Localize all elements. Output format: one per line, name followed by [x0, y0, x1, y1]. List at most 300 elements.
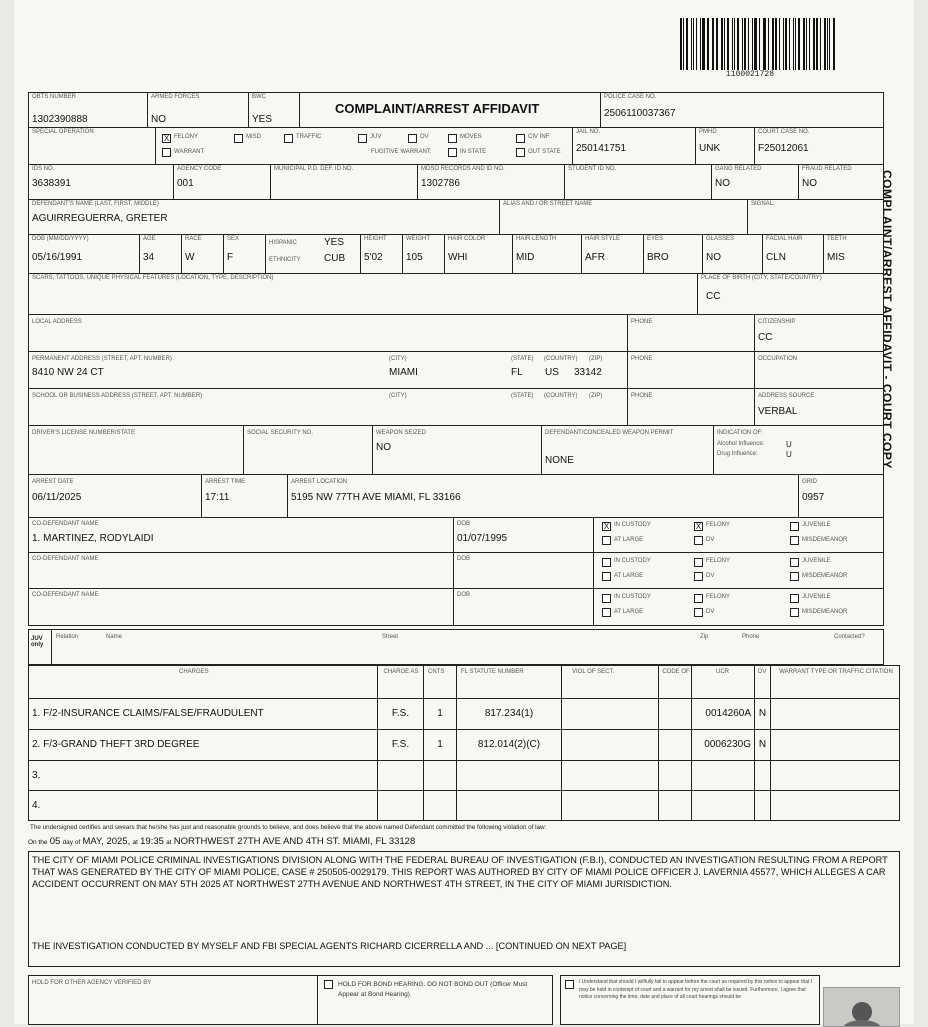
- bwc-value: YES: [252, 114, 273, 125]
- armed-forces-label: ARMED FORCES: [151, 94, 200, 100]
- offense-type-cell: [155, 127, 573, 165]
- race-cell: [181, 234, 224, 274]
- codefendant-status-cell: [593, 517, 884, 553]
- in-custody-checkbox[interactable]: [602, 558, 611, 567]
- felony-checkbox[interactable]: X: [163, 134, 170, 143]
- contacted-label: Contacted?: [834, 634, 865, 640]
- juvenile-option: JUVENILE: [802, 522, 831, 528]
- dob-cell: [28, 234, 140, 274]
- moves-option: MOVES: [460, 134, 482, 140]
- local-phone-label: PHONE: [631, 319, 653, 325]
- race-value: W: [185, 252, 195, 263]
- height-value: 5'02: [364, 252, 383, 263]
- police-case-value: 2506110037367: [604, 108, 676, 119]
- hair-length-label: HAIR LENGTH: [516, 236, 557, 242]
- glasses-cell: [702, 234, 763, 274]
- jail-value: 250141751: [576, 143, 627, 154]
- misdemeanor-checkbox[interactable]: [790, 608, 799, 617]
- weapon-label: WEAPON SEIZED: [376, 430, 427, 436]
- defendant-name-value: AGUIRREGUERRA, GRETER: [32, 213, 168, 224]
- charge-description: 4.: [32, 800, 41, 811]
- codef-felony-option: FELONY: [706, 594, 731, 600]
- citizenship-cell: [754, 314, 884, 352]
- arrest-date-label: ARREST DATE: [32, 479, 74, 485]
- charge-description: 1. F/2-INSURANCE CLAIMS/FALSE/FRAUDULENT: [32, 708, 264, 719]
- charge-cell: [423, 729, 457, 761]
- fugitive-warrant-label: FUGITIVE WARRANT:: [371, 149, 432, 155]
- code-header: CODE OF: [662, 669, 690, 675]
- signal-cell: [747, 199, 884, 235]
- concealed-weapon-cell: [541, 425, 714, 475]
- student-label: STUDENT ID NO.: [568, 166, 617, 172]
- understand-checkbox[interactable]: [565, 980, 574, 989]
- charge-dv-value: N: [758, 708, 767, 719]
- juv-zip-label: Zip: [700, 634, 709, 640]
- in-custody-option: IN CUSTODY: [614, 558, 651, 564]
- local-phone-cell: [627, 314, 755, 352]
- statute-header-cell: [456, 665, 562, 699]
- charge-cell: [754, 790, 771, 821]
- codefendant-name-label: CO-DEFENDANT NAME: [32, 556, 99, 562]
- arrest-time-cell: [201, 474, 288, 518]
- school-country-label: (COUNTRY): [544, 393, 578, 399]
- misdemeanor-option: MISDEMEANOR: [802, 609, 848, 615]
- arrest-date-value: 06/11/2025: [32, 492, 82, 503]
- height-cell: [360, 234, 403, 274]
- grid-value: 0957: [802, 492, 825, 503]
- bwc-label: BWC: [252, 94, 266, 100]
- eyes-cell: [643, 234, 703, 274]
- age-cell: [139, 234, 182, 274]
- codef-felony-checkbox[interactable]: [694, 594, 703, 603]
- permanent-address-label: PERMANENT ADDRESS (STREET, APT. NUMBER): [32, 356, 172, 362]
- felony-option: FELONY: [174, 134, 199, 140]
- charge-as-value: F.S.: [391, 708, 410, 719]
- citizenship-label: CITIZENSHIP: [758, 319, 796, 325]
- hair-style-cell: [581, 234, 644, 274]
- moves-checkbox[interactable]: [448, 134, 457, 143]
- charge-cell: [770, 729, 900, 761]
- juvenile-checkbox[interactable]: [790, 522, 799, 531]
- in-custody-checkbox[interactable]: [602, 594, 611, 603]
- at-large-checkbox[interactable]: [602, 536, 611, 545]
- defendant-name-cell: [28, 199, 500, 235]
- at-label-2: at: [166, 839, 172, 846]
- hold-other-agency-label: HOLD FOR OTHER AGENCY VERIFIED BY: [32, 980, 152, 986]
- permanent-address-cell: [28, 351, 628, 389]
- address-source-cell: [754, 388, 884, 426]
- gang-label: GANG RELATED: [715, 166, 762, 172]
- charge-count-value: 1: [437, 739, 443, 750]
- charge-as-value: F.S.: [391, 739, 410, 750]
- fraud-cell: [798, 164, 884, 200]
- school-phone-label: PHONE: [631, 393, 653, 399]
- hair-length-cell: [512, 234, 582, 274]
- traffic-option: TRAFFIC: [296, 134, 322, 140]
- drug-label: Drug Influence:: [717, 451, 758, 457]
- country-label: (COUNTRY): [544, 356, 578, 362]
- charge-cell: [691, 698, 755, 730]
- codef-dv-checkbox[interactable]: [694, 536, 703, 545]
- codef-felony-option: FELONY: [706, 522, 731, 528]
- hold-bond-label: HOLD FOR BOND HEARING. DO NOT BOND OUT (Officer Must Appear at Bond Hearing): [338, 981, 528, 998]
- weight-cell: [402, 234, 445, 274]
- on-day: 05: [49, 836, 61, 847]
- codefendant-name-cell: [28, 552, 454, 589]
- codef-dv-checkbox[interactable]: [694, 608, 703, 617]
- municipal-cell: [270, 164, 418, 200]
- hair-style-label: HAIR STYLE: [585, 236, 621, 242]
- charge-cell: [28, 698, 378, 730]
- defendant-name-label: DEFENDANT'S NAME (LAST, FIRST, MIDDLE): [32, 201, 159, 207]
- charge-cell: [770, 760, 900, 791]
- ethnicity-value: CUB: [324, 253, 346, 264]
- city-label: (CITY): [389, 356, 407, 362]
- hold-bond-cell: [317, 975, 553, 1025]
- arrest-location-label: ARREST LOCATION: [291, 479, 348, 485]
- codef-felony-checkbox[interactable]: [694, 558, 703, 567]
- charge-cell: [423, 760, 457, 791]
- cnts-header: CNTS: [428, 669, 445, 675]
- court-case-value: F25012061: [758, 143, 809, 154]
- charge-count-value: 1: [437, 708, 443, 719]
- misdemeanor-option: MISDEMEANOR: [802, 573, 848, 579]
- charge-cell: [423, 698, 457, 730]
- obts-cell: [28, 92, 148, 128]
- relation-label: Relation: [56, 634, 79, 640]
- school-address-label: SCHOOL OR BUSINESS ADDRESS (STREET, APT. NUMBER): [32, 393, 203, 399]
- charge-statute-value: 817.234(1): [484, 708, 534, 719]
- weapon-value: NO: [376, 442, 391, 453]
- affidavit-form: [28, 92, 900, 1024]
- charge-ucr-value: 0006230G: [704, 739, 751, 750]
- charge-cell: [691, 790, 755, 821]
- codefendant-name-cell: [28, 588, 454, 626]
- municipal-label: MUNICIPAL P.D. DEF. ID NO.: [274, 166, 354, 172]
- school-zip-label: (ZIP): [589, 393, 603, 399]
- codefendant-name-label: CO-DEFENDANT NAME: [32, 521, 99, 527]
- drivers-license-label: DRIVER'S LICENSE NUMBER/STATE: [32, 430, 135, 436]
- school-address-cell: [28, 388, 628, 426]
- codefendant-dob-label: DOB: [457, 592, 471, 598]
- charge-statute-value: 812.014(2)(C): [477, 739, 541, 750]
- misdemeanor-checkbox[interactable]: [790, 572, 799, 581]
- special-operation-label: SPECIAL OPERATION: [32, 129, 94, 135]
- narrative-text: THE CITY OF MIAMI POLICE CRIMINAL INVESTIGATIONS DIVISION ALONG WITH THE FEDERAL BUREAU OF INVESTIGATION (F.B.I), CONDUCTED AN INVESTIGATION RESULTING FROM A REPORT THAT WAS GENERATED BY THE CITY OF MIAMI POLICE, CASE # 250505-0029179. THIS REPORT WAS AUTHORED BY CITY OF MIAMI POLICE OFFICER J. LAVERNIA 45577, WHICH ALLEGES A CAR ACCIDENT OCCURRENT ON MAY 5TH 2025 AT NORTHWEST 27TH AVENUE AND NORTHWEST 4TH STREET, IN THE CITY OF MIAMI JURISDICTION.: [32, 855, 888, 889]
- concealed-weapon-label: DEFENDANT/CONCEALED WEAPON PERMIT: [545, 430, 674, 436]
- viol-header: VIOL OF SECT.: [572, 669, 615, 675]
- codefendant-dob-label: DOB: [457, 521, 471, 527]
- traffic-checkbox[interactable]: [284, 134, 293, 143]
- jail-label: JAIL NO.: [576, 129, 601, 135]
- hair-color-cell: [444, 234, 513, 274]
- influence-label: INDICATION OF:: [717, 430, 763, 436]
- agency-value: 001: [177, 178, 194, 189]
- teeth-label: TEETH: [827, 236, 847, 242]
- zip-label: (ZIP): [589, 356, 603, 362]
- charge-cell: [377, 760, 424, 791]
- mdso-value: 1302786: [421, 178, 460, 189]
- fraud-label: FRAUD RELATED: [802, 166, 852, 172]
- weight-label: WEIGHT: [406, 236, 430, 242]
- statute-header: FL STATUTE NUMBER: [461, 669, 524, 675]
- charge-cell: [377, 698, 424, 730]
- charge-dv-value: N: [758, 739, 767, 750]
- at-large-checkbox[interactable]: [602, 572, 611, 581]
- civ-inf-option: CIV INF: [528, 134, 550, 140]
- charge-cell: [456, 698, 562, 730]
- hair-length-value: MID: [516, 252, 535, 263]
- charge-description: 2. F/3-GRAND THEFT 3RD DEGREE: [32, 739, 200, 750]
- special-operation-cell: [28, 127, 156, 165]
- codef-felony-option: FELONY: [706, 558, 731, 564]
- ids-label: IDS NO.: [32, 166, 55, 172]
- influence-cell: [713, 425, 884, 475]
- misd-checkbox[interactable]: [234, 134, 243, 143]
- armed-forces-value: NO: [151, 114, 166, 125]
- armed-forces-cell: [147, 92, 249, 128]
- dob-value: 05/16/1991: [32, 252, 83, 263]
- arrest-time-value: 17:11: [205, 492, 230, 503]
- signal-label: SIGNAL:: [751, 201, 775, 207]
- in-state-option: IN STATE: [460, 149, 487, 155]
- birthplace-label: PLACE OF BIRTH (CITY, STATE/COUNTRY): [701, 275, 822, 281]
- juvenile-checkbox[interactable]: [790, 558, 799, 567]
- juvenile-checkbox[interactable]: [790, 594, 799, 603]
- race-label: RACE: [185, 236, 202, 242]
- codefendant-status-cell: [593, 588, 884, 626]
- teeth-value: MIS: [827, 252, 845, 263]
- age-label: AGE: [143, 236, 156, 242]
- charge-cell: [770, 698, 900, 730]
- person-photo-icon: [824, 988, 900, 1027]
- pmhd-cell: [695, 127, 755, 165]
- charge-as-header-cell: [377, 665, 424, 699]
- sex-cell: [223, 234, 266, 274]
- hold-other-agency-cell: [28, 975, 318, 1025]
- mdso-label: MDSO RECORDS AND ID NO.: [421, 166, 505, 172]
- hispanic-label: HISPANIC: [269, 240, 297, 246]
- jail-cell: [572, 127, 696, 165]
- charge-cell: [423, 790, 457, 821]
- narrative-continued: THE INVESTIGATION CONDUCTED BY MYSELF AND FBI SPECIAL AGENTS RICHARD CICERRELLA AND ... [CONTINUED ON NEXT PAGE]: [32, 941, 627, 951]
- charge-cell: [691, 760, 755, 791]
- age-value: 34: [143, 252, 155, 263]
- bwc-cell: [248, 92, 300, 128]
- charge-cell: [377, 790, 424, 821]
- occupation-cell: [754, 351, 884, 389]
- codefendant-name-label: CO-DEFENDANT NAME: [32, 592, 99, 598]
- at-large-checkbox[interactable]: [602, 608, 611, 617]
- school-state-label: (STATE): [511, 393, 534, 399]
- charge-cell: [561, 790, 659, 821]
- local-address-label: LOCAL ADDRESS: [32, 319, 82, 325]
- hold-bond-checkbox[interactable]: [324, 980, 333, 989]
- obts-value: 1302390888: [32, 114, 88, 125]
- glasses-label: GLASSES: [706, 236, 735, 242]
- charge-cell: [754, 698, 771, 730]
- street-label: Street: [382, 634, 399, 640]
- warrant-checkbox[interactable]: [162, 148, 171, 157]
- codef-felony-checkbox[interactable]: X: [695, 522, 702, 531]
- height-label: HEIGHT: [364, 236, 387, 242]
- in-custody-option: IN CUSTODY: [614, 594, 651, 600]
- juv-contact-cell: [51, 629, 884, 665]
- at-label: at: [132, 839, 138, 846]
- charge-cell: [28, 790, 378, 821]
- weapon-cell: [372, 425, 542, 475]
- charge-cell: [658, 729, 692, 761]
- school-city-label: (CITY): [389, 393, 407, 399]
- barcode: [680, 18, 836, 70]
- pmhd-label: PMHD: [699, 129, 717, 135]
- civ-inf-checkbox[interactable]: [516, 134, 525, 143]
- on-label: On the: [28, 839, 48, 846]
- out-state-checkbox[interactable]: [516, 148, 525, 157]
- grid-label: GRID: [802, 479, 817, 485]
- scars-cell: [28, 273, 698, 315]
- eyes-label: EYES: [647, 236, 664, 242]
- charge-cell: [754, 729, 771, 761]
- codefendant-dob-cell: [453, 517, 594, 553]
- juv-name-label: Name: [106, 634, 123, 640]
- drivers-license-cell: [28, 425, 244, 475]
- dob-label: DOB (MM/DD/YYYY): [32, 236, 89, 242]
- codefendant-name-cell: [28, 517, 454, 553]
- juv-only-cell: [28, 629, 52, 665]
- permanent-phone-label: PHONE: [631, 356, 653, 362]
- ids-cell: [28, 164, 174, 200]
- charge-cell: [691, 729, 755, 761]
- warrant-header: WARRANT TYPE OR TRAFFIC CITATION: [779, 669, 893, 675]
- hair-color-value: WHI: [448, 252, 468, 263]
- citizenship-value: CC: [758, 332, 773, 343]
- charge-cell: [658, 698, 692, 730]
- codefendant-dob-cell: [453, 588, 594, 626]
- charge-cell: [658, 790, 692, 821]
- juv-option: JUV: [370, 134, 382, 140]
- on-month: MAY, 2025,: [82, 836, 131, 847]
- charge-cell: [658, 760, 692, 791]
- charges-header-cell: [28, 665, 378, 699]
- day-of-label: day of: [62, 839, 81, 846]
- codefendant-dob-label: DOB: [457, 556, 471, 562]
- birthplace-value: CC: [706, 291, 721, 302]
- codefendant-dob-value: 01/07/1995: [457, 533, 508, 544]
- concealed-weapon-value: NONE: [545, 455, 574, 466]
- hispanic-value: YES: [324, 237, 345, 248]
- charge-cell: [754, 760, 771, 791]
- ucr-header-cell: [691, 665, 755, 699]
- scars-label: SCARS, TATTOOS, UNIQUE PHYSICAL FEATURES (LOCATION, TYPE, DESCRIPTION): [32, 275, 274, 281]
- codef-dv-checkbox[interactable]: [694, 572, 703, 581]
- sex-label: SEX: [227, 236, 240, 242]
- arrest-location-value: 5195 NW 77TH AVE MIAMI, FL 33166: [291, 492, 461, 503]
- agency-label: AGENCY CODE: [177, 166, 222, 172]
- understand-cell: [560, 975, 820, 1025]
- facial-hair-cell: [762, 234, 824, 274]
- charge-ucr-value: 0014260A: [705, 708, 751, 719]
- permanent-address-value: 8410 NW 24 CT: [32, 367, 104, 378]
- local-address-cell: [28, 314, 628, 352]
- glasses-value: NO: [706, 252, 721, 263]
- in-custody-checkbox[interactable]: X: [603, 522, 610, 531]
- juvenile-option: JUVENILE: [802, 558, 831, 564]
- fraud-value: NO: [802, 178, 817, 189]
- warrant-header-cell: [770, 665, 900, 699]
- facial-hair-value: CLN: [766, 252, 787, 263]
- juv-checkbox[interactable]: [358, 134, 367, 143]
- alcohol-label: Alcohol Influence:: [717, 441, 765, 447]
- in-state-checkbox[interactable]: [448, 148, 457, 157]
- alias-cell: [499, 199, 748, 235]
- charge-cell: [377, 729, 424, 761]
- code-header-cell: [658, 665, 692, 699]
- codefendant-name-value: 1. MARTINEZ, RODYLAIDI: [32, 533, 154, 544]
- zip-value: 33142: [574, 367, 602, 378]
- out-state-option: OUT STATE: [528, 149, 561, 155]
- drug-value: U: [786, 450, 792, 459]
- mdso-cell: [417, 164, 565, 200]
- police-case-label: POLICE CASE NO.: [604, 94, 657, 100]
- dv-header: DV: [758, 669, 767, 675]
- codefendant-dob-cell: [453, 552, 594, 589]
- charge-as-header: CHARGE AS: [383, 669, 419, 675]
- juv-phone-label: Phone: [742, 634, 760, 640]
- misd-option: MISD: [246, 134, 261, 140]
- on-place: NORTHWEST 27TH AVE AND 4TH ST. MIAMI, FL 33128: [173, 836, 416, 847]
- arrest-time-label: ARREST TIME: [205, 479, 246, 485]
- misdemeanor-checkbox[interactable]: [790, 536, 799, 545]
- student-cell: [564, 164, 712, 200]
- codefendant-status-cell: [593, 552, 884, 589]
- school-phone-cell: [627, 388, 755, 426]
- charge-cell: [561, 760, 659, 791]
- barcode-number: 1100021728: [726, 70, 775, 79]
- city-value: MIAMI: [389, 367, 418, 378]
- in-custody-option: IN CUSTODY: [614, 522, 651, 528]
- at-large-option: AT LARGE: [614, 609, 644, 615]
- ids-value: 3638391: [32, 178, 71, 189]
- codef-dv-option: DV: [706, 537, 715, 543]
- charge-cell: [456, 760, 562, 791]
- at-large-option: AT LARGE: [614, 537, 644, 543]
- side-title: COMPLAINT/ARREST AFFIDAVIT - COURT COPY: [880, 170, 894, 469]
- juvenile-option: JUVENILE: [802, 594, 831, 600]
- charge-cell: [561, 698, 659, 730]
- on-date-line: [28, 836, 900, 850]
- occupation-label: OCCUPATION: [758, 356, 798, 362]
- hair-color-label: HAIR COLOR: [448, 236, 486, 242]
- arrest-location-cell: [287, 474, 799, 518]
- charge-cell: [28, 760, 378, 791]
- state-label: (STATE): [511, 356, 534, 362]
- agency-cell: [173, 164, 271, 200]
- charge-cell: [456, 790, 562, 821]
- dv-header-cell: [754, 665, 771, 699]
- alcohol-value: U: [786, 440, 792, 449]
- court-case-cell: [754, 127, 884, 165]
- ov-checkbox[interactable]: [408, 134, 417, 143]
- warrant-option: WARRANT: [174, 149, 205, 155]
- birthplace-cell: [697, 273, 884, 315]
- country-value: US: [545, 367, 559, 378]
- codef-dv-option: DV: [706, 573, 715, 579]
- ov-option: OV: [420, 134, 429, 140]
- permanent-phone-cell: [627, 351, 755, 389]
- misdemeanor-option: MISDEMEANOR: [802, 537, 848, 543]
- gang-cell: [711, 164, 799, 200]
